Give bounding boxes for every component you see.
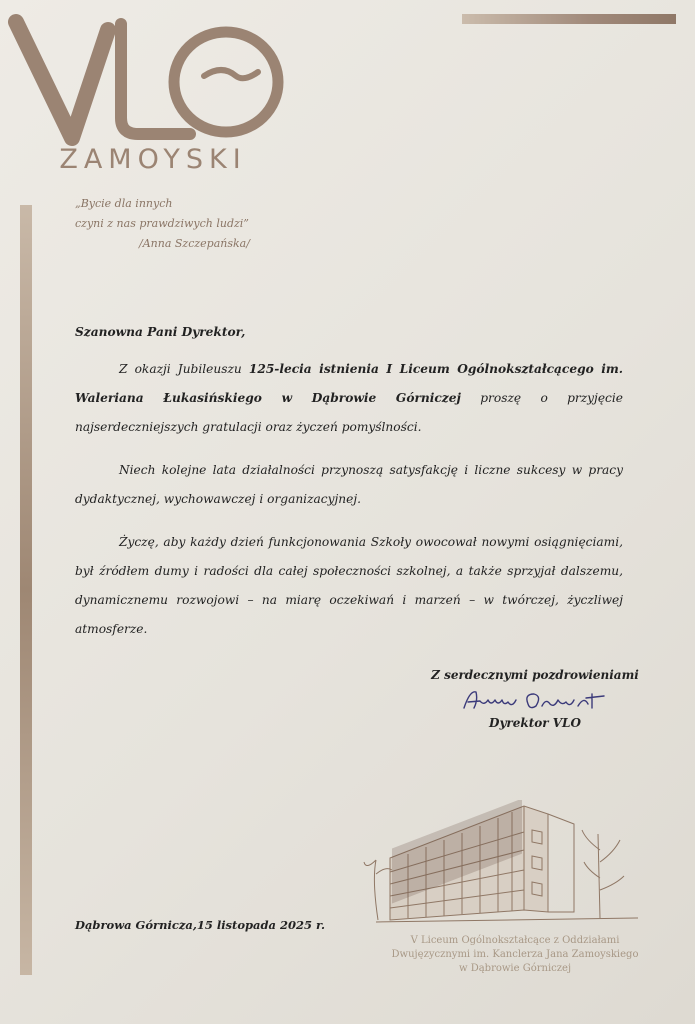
school-line-3: w Dąbrowie Górniczej <box>458 963 572 974</box>
decorative-left-rule <box>20 205 32 975</box>
letter-body <box>75 318 623 658</box>
paragraph-1-intro: Z okazji Jubileuszu <box>119 362 249 376</box>
salutation: Szanowna Pani Dyrektor, <box>75 325 246 339</box>
paragraph-3: Życzę, aby każdy dzień funkcjonowania Szkoły owocował nowymi osiągnięciami, był źródłem dumy i radości dla całej społeczności szkolnej, a także sprzyjał dalszemu, dynamicznemu rozwojowi – na miarę oczekiwań i marzeń – w twórczej, życzliwej atmosferze. <box>75 535 623 636</box>
signatory-role: Dyrektor VLO <box>489 716 581 730</box>
school-motto <box>75 194 295 254</box>
motto-line-2: czyni z nas prawdziwych ludzi” <box>75 217 249 230</box>
paragraph-1 <box>75 355 623 442</box>
place-and-date: Dąbrowa Górnicza,15 listopada 2025 r. <box>75 918 326 932</box>
closing-phrase: Z serdecznymi pozdrowieniami <box>431 668 639 682</box>
paragraph-1-ending: proszę o przyjęcie najserdeczniejszych gratulacji oraz życzeń pomyślności. <box>75 391 623 434</box>
school-line-2: Dwujęzycznymi im. Kanclerza Jana Zamoyskiego <box>391 949 639 960</box>
handwritten-signature <box>458 686 618 714</box>
school-name-footer <box>350 934 680 976</box>
motto-author: /Anna Szczepańska/ <box>139 237 250 250</box>
motto-line-1: „Bycie dla innych <box>75 197 173 210</box>
paragraph-2: Niech kolejne lata działalności przynoszą satysfakcję i liczne sukcesy w pracy dydaktycznej, wychowawczej i organizacyjnej. <box>75 463 623 506</box>
decorative-top-rule <box>462 14 676 24</box>
school-building-drawing <box>362 800 652 930</box>
logo-name: ZAMOYSKI <box>59 144 247 175</box>
school-line-1: V Liceum Ogólnokształcące z Oddziałami <box>410 935 620 946</box>
paragraph-1-highlight: 125-lecia istnienia I Liceum Ogólnokształcącego im. Waleriana Łukasińskiego w Dąbrowie Górniczej <box>75 362 623 405</box>
vlo-zamoyski-logo <box>8 10 298 180</box>
